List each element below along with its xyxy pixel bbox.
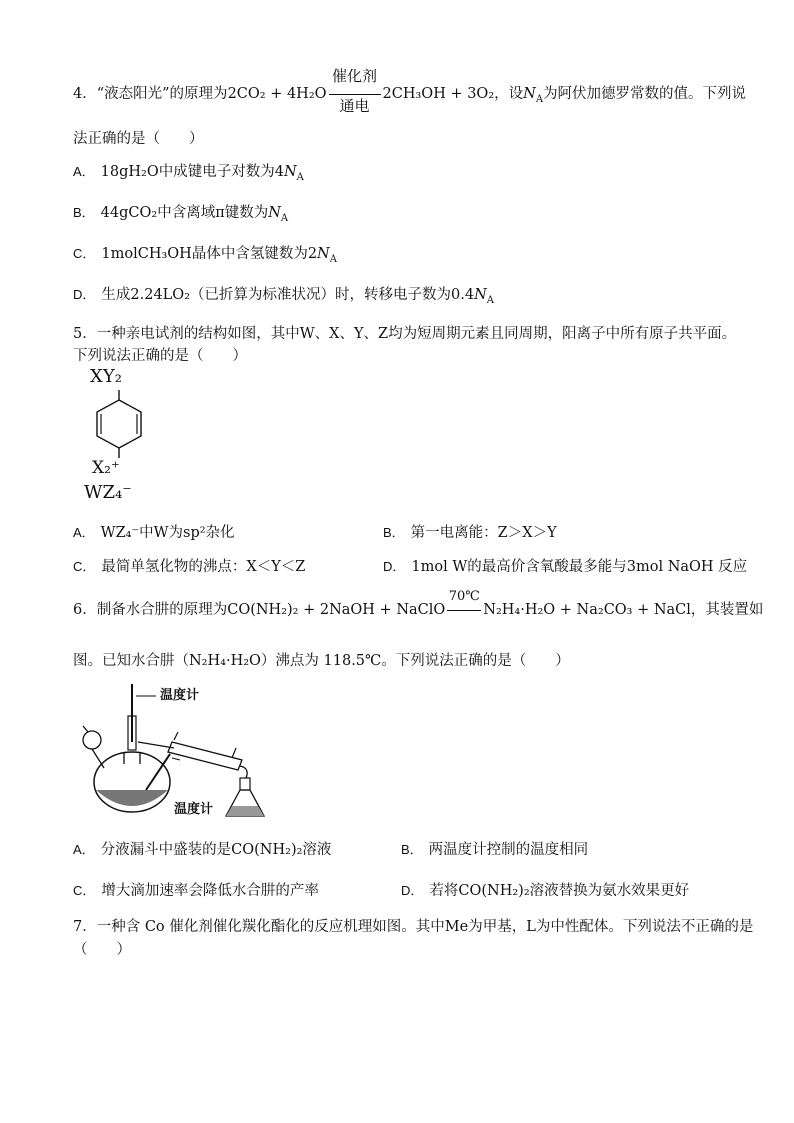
q5-option-c[interactable] (73, 555, 305, 576)
q4-condition-arrow (329, 67, 381, 115)
option-text: 最简单氢化物的沸点：X＜Y＜Z (101, 559, 306, 575)
na-symbol: N (268, 205, 281, 221)
q6-cond-top: 70℃ (448, 589, 480, 604)
option-label: D． (73, 287, 96, 302)
q4-stem-c: 为阿伏加德罗常数的值。下列说 (543, 86, 747, 102)
option-text: 增大滴加速率会降低水合肼的产率 (101, 883, 319, 899)
q4-cond-bottom: 通电 (339, 97, 370, 115)
q5-option-b[interactable] (383, 521, 557, 542)
q6-option-d[interactable] (401, 879, 689, 900)
q4-stem-a: 4．“液态阳光”的原理为 (73, 86, 228, 102)
option-label: D． (401, 883, 424, 898)
option-text: 若将CO(NH₂)₂溶液替换为氨水效果更好 (429, 883, 690, 899)
q6-eq-right: N₂H₄·H₂O + Na₂CO₃ + NaCl (483, 602, 691, 618)
q6-stem-b: ，其装置如 (690, 602, 764, 618)
option-label: A． (73, 842, 95, 857)
option-label: A． (73, 525, 95, 540)
q5-structure-figure (74, 366, 164, 506)
q6-stem-line2: 图。已知水合肼（N₂H₄·H₂O）沸点为 118.5℃。下列说法正确的是（ ） (73, 653, 570, 669)
q4-na: N (523, 86, 536, 102)
q6-eq-left: CO(NH₂)₂ + 2NaOH + NaClO (227, 602, 446, 618)
q5-stem-line1: 5．一种亲电试剂的结构如图，其中W、X、Y、Z均为短周期元素且同周期，阳离子中所有原子共平面。 (73, 326, 737, 342)
q6-option-b[interactable] (401, 838, 588, 859)
na-symbol: N (283, 164, 297, 180)
option-label: A． (73, 164, 95, 179)
option-text: 分液漏斗中盛装的是CO(NH₂)₂溶液 (100, 842, 332, 858)
q5-stem-line2: 下列说法正确的是（ ） (73, 348, 247, 364)
option-label: C． (73, 559, 96, 574)
q6-option-c[interactable] (73, 879, 319, 900)
q6-stem-line1 (73, 589, 764, 619)
thermometer-label-side: 温度计 (174, 802, 214, 817)
q4-option-c[interactable] (73, 242, 337, 265)
q5-option-d[interactable] (383, 555, 747, 576)
na-sub: A (486, 295, 494, 306)
option-text: 第一电离能：Z＞X＞Y (410, 525, 557, 541)
q6-option-a[interactable] (73, 838, 331, 859)
q4-option-b[interactable] (73, 201, 288, 224)
na-symbol: N (474, 287, 487, 303)
q4-option-d[interactable] (73, 283, 494, 306)
q7-stem-line2: （ ） (73, 942, 131, 958)
option-text: 1mol W的最高价含氧酸最多能与3mol NaOH 反应 (411, 559, 748, 575)
q6-stem-a: 6．制备水合肼的原理为 (73, 602, 228, 618)
option-label: C． (73, 883, 96, 898)
option-label: C． (73, 246, 96, 261)
na-sub: A (280, 213, 289, 224)
struct-top-label: XY₂ (90, 366, 122, 387)
q4-eq-left: 2CO₂ + 4H₂O (227, 86, 327, 102)
na-sub: A (329, 254, 337, 265)
q4-cond-top: 催化剂 (332, 67, 378, 85)
q4-stem-line2: 法正确的是（ ） (73, 131, 204, 147)
q7-stem-line1: 7．一种含 Co 催化剂催化羰化酯化的反应机理如图。其中Me为甲基，L为中性配体。下列说法不正确的是 (73, 919, 754, 935)
q4-na-sub: A (535, 94, 544, 105)
q4-stem-b: ，设 (494, 86, 524, 102)
option-text: WZ₄⁻中W为sp²杂化 (100, 525, 235, 541)
thermometer-label-top: 温度计 (160, 688, 200, 703)
q6-condition-arrow (447, 589, 481, 617)
na-symbol: N (317, 246, 330, 262)
q6-apparatus-figure (74, 682, 284, 822)
option-text: 44gCO₂中含离域π键数为 (100, 205, 269, 221)
na-sub: A (296, 172, 304, 183)
option-text: 18gH₂O中成键电子对数为4 (100, 164, 284, 180)
q4-stem-line1 (73, 67, 747, 115)
option-text: 1molCH₃OH晶体中含氢键数为2 (101, 246, 318, 262)
q4-option-a[interactable] (73, 160, 304, 183)
q4-eq-right: 2CH₃OH + 3O₂ (382, 86, 495, 102)
q5-option-a[interactable] (73, 521, 235, 542)
option-text: 两温度计控制的温度相同 (428, 842, 589, 858)
option-label: B． (383, 525, 405, 540)
struct-mid-label: X₂⁺ (92, 458, 120, 478)
option-text: 生成2.24LO₂（已折算为标准状况）时，转移电子数为0.4 (101, 287, 475, 303)
option-label: B． (73, 205, 95, 220)
option-label: B． (401, 842, 423, 857)
option-label: D． (383, 559, 406, 574)
struct-bottom-label: WZ₄⁻ (84, 482, 132, 503)
